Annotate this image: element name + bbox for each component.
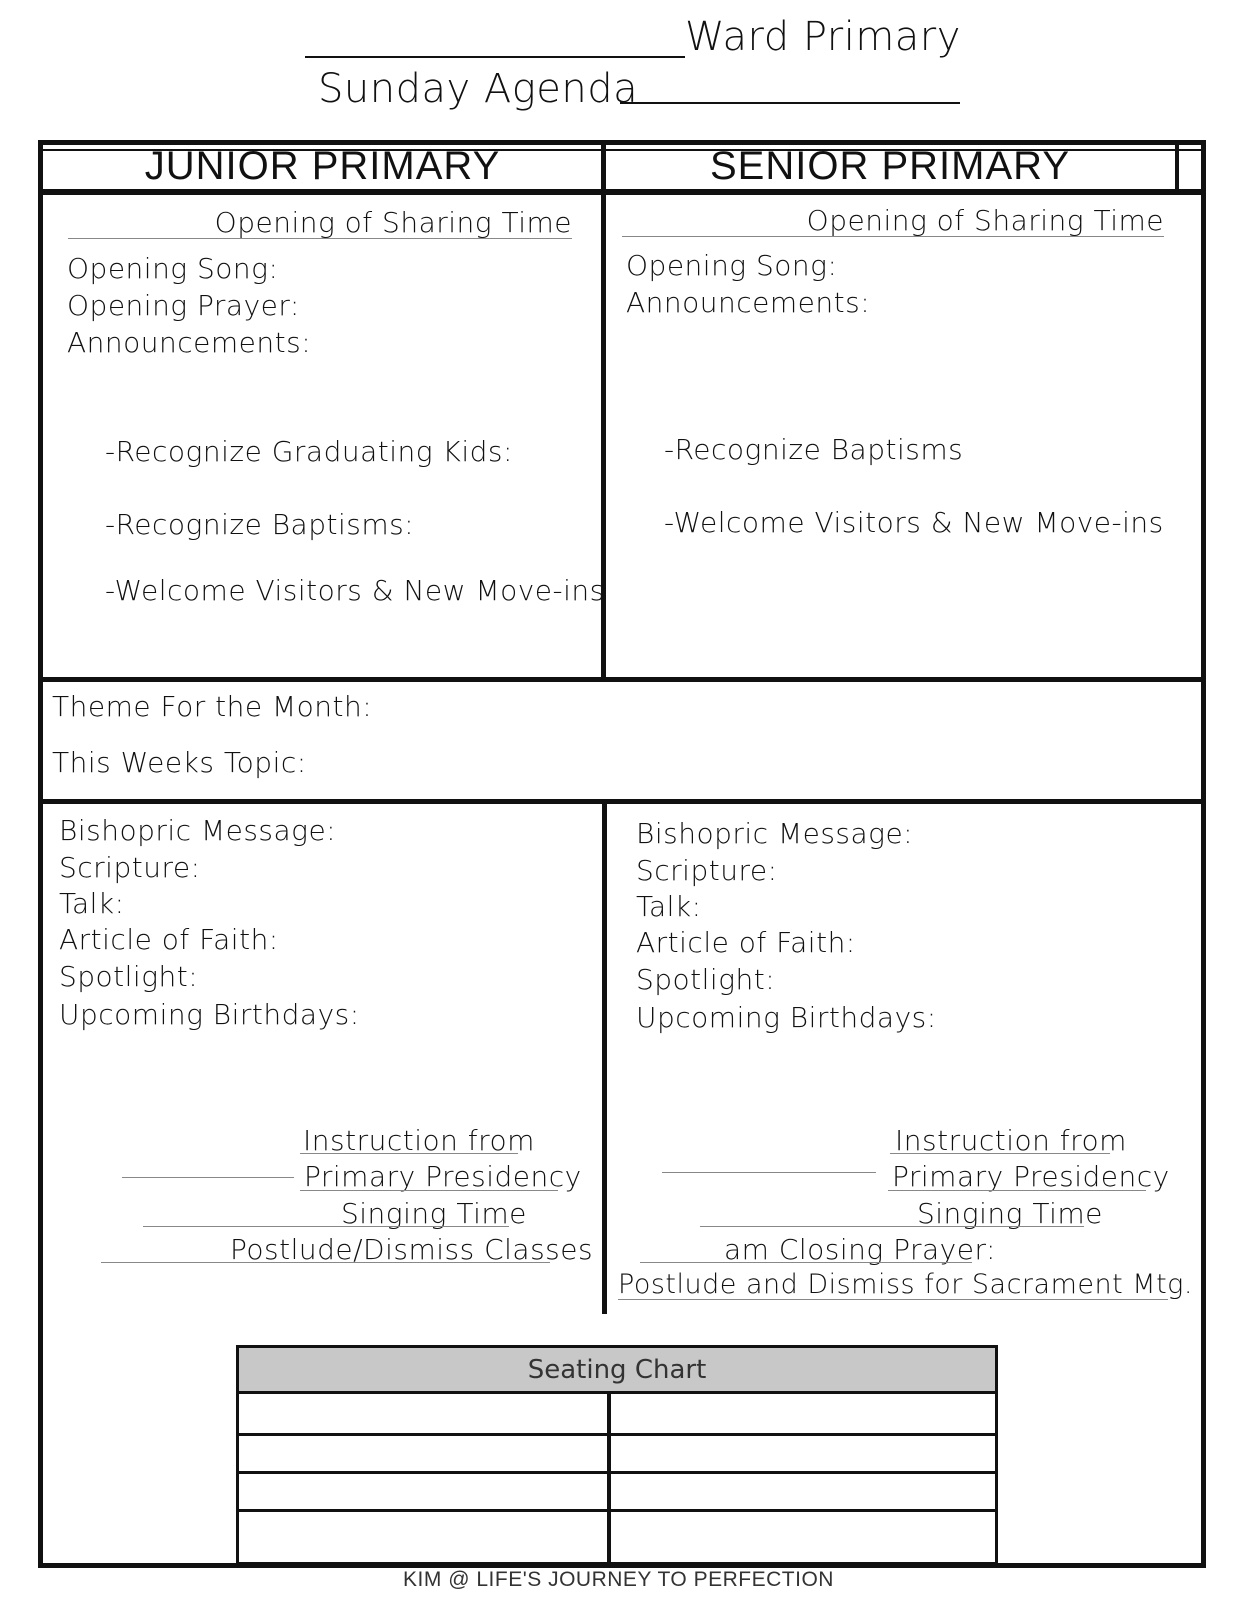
junior-postlude: Postlude/Dismiss Classes	[230, 1233, 594, 1266]
senior-opening-underline	[622, 236, 1164, 237]
footer-credit: KIM @ LIFE'S JOURNEY TO PERFECTION	[403, 1568, 834, 1591]
senior-primary-heading: SENIOR PRIMARY	[710, 144, 1070, 188]
senior-closing-prayer-underline	[640, 1262, 972, 1263]
junior-primary-presidency: Primary Presidency	[304, 1160, 582, 1193]
senior-closing-prayer: am Closing Prayer:	[724, 1233, 996, 1266]
header-right-border	[1175, 145, 1179, 193]
senior-instruction-from: Instruction from	[895, 1124, 1127, 1157]
date-blank[interactable]	[620, 102, 960, 104]
senior-primary-presidency: Primary Presidency	[892, 1160, 1170, 1193]
junior-article-of-faith: Article of Faith:	[59, 923, 279, 956]
junior-scripture: Scripture:	[59, 851, 201, 884]
senior-talk: Talk:	[636, 890, 702, 923]
senior-spotlight: Spotlight:	[636, 963, 776, 996]
junior-recognize-baptisms: -Recognize Baptisms:	[105, 508, 415, 541]
theme-for-month-label: Theme For the Month:	[52, 690, 373, 723]
junior-recognize-graduating: -Recognize Graduating Kids:	[105, 435, 513, 468]
senior-postlude: Postlude and Dismiss for Sacrament Mtg.	[618, 1269, 1193, 1300]
senior-announcements: Announcements:	[626, 286, 871, 319]
junior-presidency-blank[interactable]	[122, 1177, 294, 1178]
junior-opening-prayer: Opening Prayer:	[67, 289, 300, 322]
seating-chart-title: Seating Chart	[239, 1348, 995, 1394]
junior-welcome-visitors: -Welcome Visitors & New Move-ins	[105, 574, 605, 607]
senior-instruction-underline	[890, 1153, 1110, 1154]
top-section-divider	[43, 677, 1201, 682]
senior-opening-song: Opening Song:	[626, 249, 838, 282]
seating-cell[interactable]	[239, 1394, 609, 1562]
senior-singing-underline	[700, 1226, 1084, 1227]
senior-recognize-baptisms: -Recognize Baptisms	[664, 433, 964, 466]
junior-upcoming-birthdays: Upcoming Birthdays:	[59, 998, 360, 1031]
junior-primary-heading: JUNIOR PRIMARY	[144, 144, 501, 188]
seating-cell[interactable]	[612, 1394, 995, 1562]
junior-instruction-from: Instruction from	[303, 1124, 535, 1157]
theme-section-divider	[43, 799, 1201, 804]
junior-instruction-underline	[300, 1153, 518, 1154]
senior-welcome-visitors: -Welcome Visitors & New Move-ins	[664, 506, 1164, 539]
senior-article-of-faith: Article of Faith:	[636, 926, 856, 959]
junior-opening-title: Opening of Sharing Time	[214, 206, 572, 239]
junior-opening-underline	[68, 238, 572, 239]
senior-singing-time: Singing Time	[917, 1197, 1103, 1230]
junior-spotlight: Spotlight:	[59, 960, 199, 993]
this-weeks-topic-label: This Weeks Topic:	[52, 746, 307, 779]
senior-upcoming-birthdays: Upcoming Birthdays:	[636, 1001, 937, 1034]
junior-opening-song: Opening Song:	[67, 252, 279, 285]
senior-presidency-blank[interactable]	[662, 1172, 876, 1173]
sunday-agenda-title: Sunday Agenda	[318, 66, 639, 112]
junior-announcements: Announcements:	[67, 326, 312, 359]
header-row-divider	[43, 189, 1201, 195]
senior-scripture: Scripture:	[636, 854, 778, 887]
junior-bishopric-message: Bishopric Message:	[59, 814, 337, 847]
junior-postlude-underline	[101, 1262, 550, 1263]
ward-name-blank[interactable]	[305, 56, 685, 58]
junior-singing-underline	[143, 1226, 509, 1227]
senior-bishopric-message: Bishopric Message:	[636, 817, 914, 850]
junior-singing-time: Singing Time	[341, 1197, 527, 1230]
senior-presidency-underline	[888, 1190, 1146, 1191]
senior-opening-title: Opening of Sharing Time	[806, 204, 1164, 237]
ward-primary-title: Ward Primary	[685, 14, 961, 60]
bottom-column-divider	[602, 804, 607, 1314]
junior-talk: Talk:	[59, 887, 125, 920]
seating-chart	[236, 1345, 998, 1565]
junior-presidency-underline	[300, 1190, 558, 1191]
seating-column-divider	[607, 1394, 611, 1562]
senior-postlude-underline	[618, 1299, 1168, 1300]
